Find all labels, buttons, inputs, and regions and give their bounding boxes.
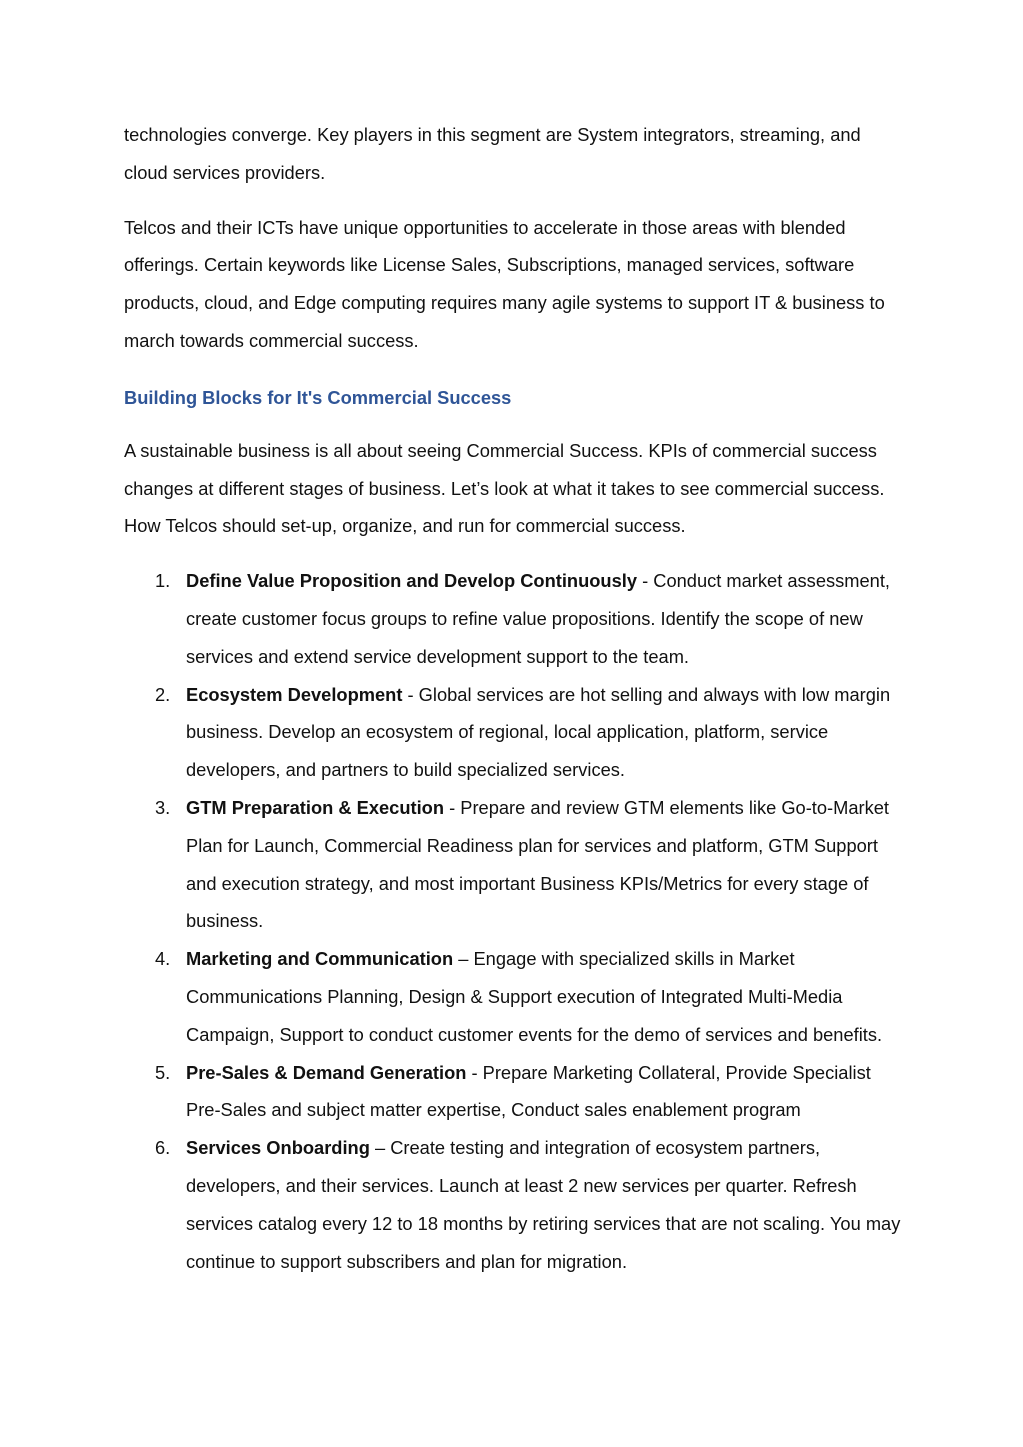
list-item-title: Define Value Proposition and Develop Continuously bbox=[186, 570, 637, 592]
list-item-number: 1. bbox=[155, 570, 171, 592]
list-item-text: – Engage with specialized skills in Market Communications Planning, Design & Support execution of Integrated Multi-Media Campaign, Support to conduct customer events for the demo of services and benefits. bbox=[186, 948, 883, 1045]
list-item-text: - Prepare Marketing Collateral, Provide Specialist Pre-Sales and subject matter expertise, Conduct sales enablement program bbox=[186, 1061, 871, 1121]
list-item-title: GTM Preparation & Execution bbox=[186, 796, 445, 818]
list-item-title: Ecosystem Development bbox=[186, 683, 403, 705]
list-item-number: 3. bbox=[155, 796, 171, 818]
building-blocks-list bbox=[124, 562, 904, 1280]
list-item-title: Marketing and Communication bbox=[186, 948, 454, 970]
list-item-text: - Conduct market assessment, create customer focus groups to refine value propositions. Identify the scope of new services and extend service development support to the team. bbox=[186, 570, 890, 667]
list-item bbox=[124, 1129, 904, 1280]
list-item-title: Services Onboarding bbox=[186, 1137, 370, 1159]
list-item-number: 5. bbox=[155, 1061, 171, 1083]
list-item bbox=[124, 1054, 904, 1130]
list-item-text: – Create testing and integration of ecosystem partners, developers, and their services. Launch at least 2 new services per quarter. Refresh services catalog every 12 to 18 months by retiring services that are not scaling. You may continue to support subscribers and plan for migration. bbox=[186, 1137, 901, 1272]
list-item bbox=[124, 789, 904, 940]
list-item bbox=[124, 676, 904, 789]
section-heading: Building Blocks for It's Commercial Success bbox=[124, 386, 512, 408]
list-item-number: 6. bbox=[155, 1137, 171, 1159]
section-intro-paragraph: A sustainable business is all about seeing Commercial Success. KPIs of commercial success changes at different stages of business. Let’s look at what it takes to see commercial success. How Telcos should set-up, organize, and run for commercial success. bbox=[124, 439, 885, 537]
list-item-title: Pre-Sales & Demand Generation bbox=[186, 1061, 467, 1083]
list-item-number: 2. bbox=[155, 683, 171, 705]
list-item-text: - Prepare and review GTM elements like Go-to-Market Plan for Launch, Commercial Readiness plan for services and platform, GTM Support and execution strategy, and most important Business KPIs/Metrics for every stage of business. bbox=[186, 796, 890, 932]
list-item bbox=[124, 940, 904, 1053]
list-item-text: - Global services are hot selling and always with low margin business. Develop an ecosystem of regional, local application, platform, service developers, and partners to build specialized services. bbox=[186, 683, 891, 781]
body-paragraph-2: Telcos and their ICTs have unique opportunities to accelerate in those areas with blended offerings. Certain keywords like License Sales, Subscriptions, managed services, software products, cloud, and Edge computing requires many agile systems to support IT & business to march towards commercial success. bbox=[124, 216, 885, 351]
list-item-number: 4. bbox=[155, 948, 171, 970]
list-item bbox=[124, 562, 904, 675]
page-content bbox=[124, 116, 904, 1280]
body-paragraph-1: technologies converge. Key players in this segment are System integrators, streaming, and cloud services providers. bbox=[124, 124, 861, 183]
